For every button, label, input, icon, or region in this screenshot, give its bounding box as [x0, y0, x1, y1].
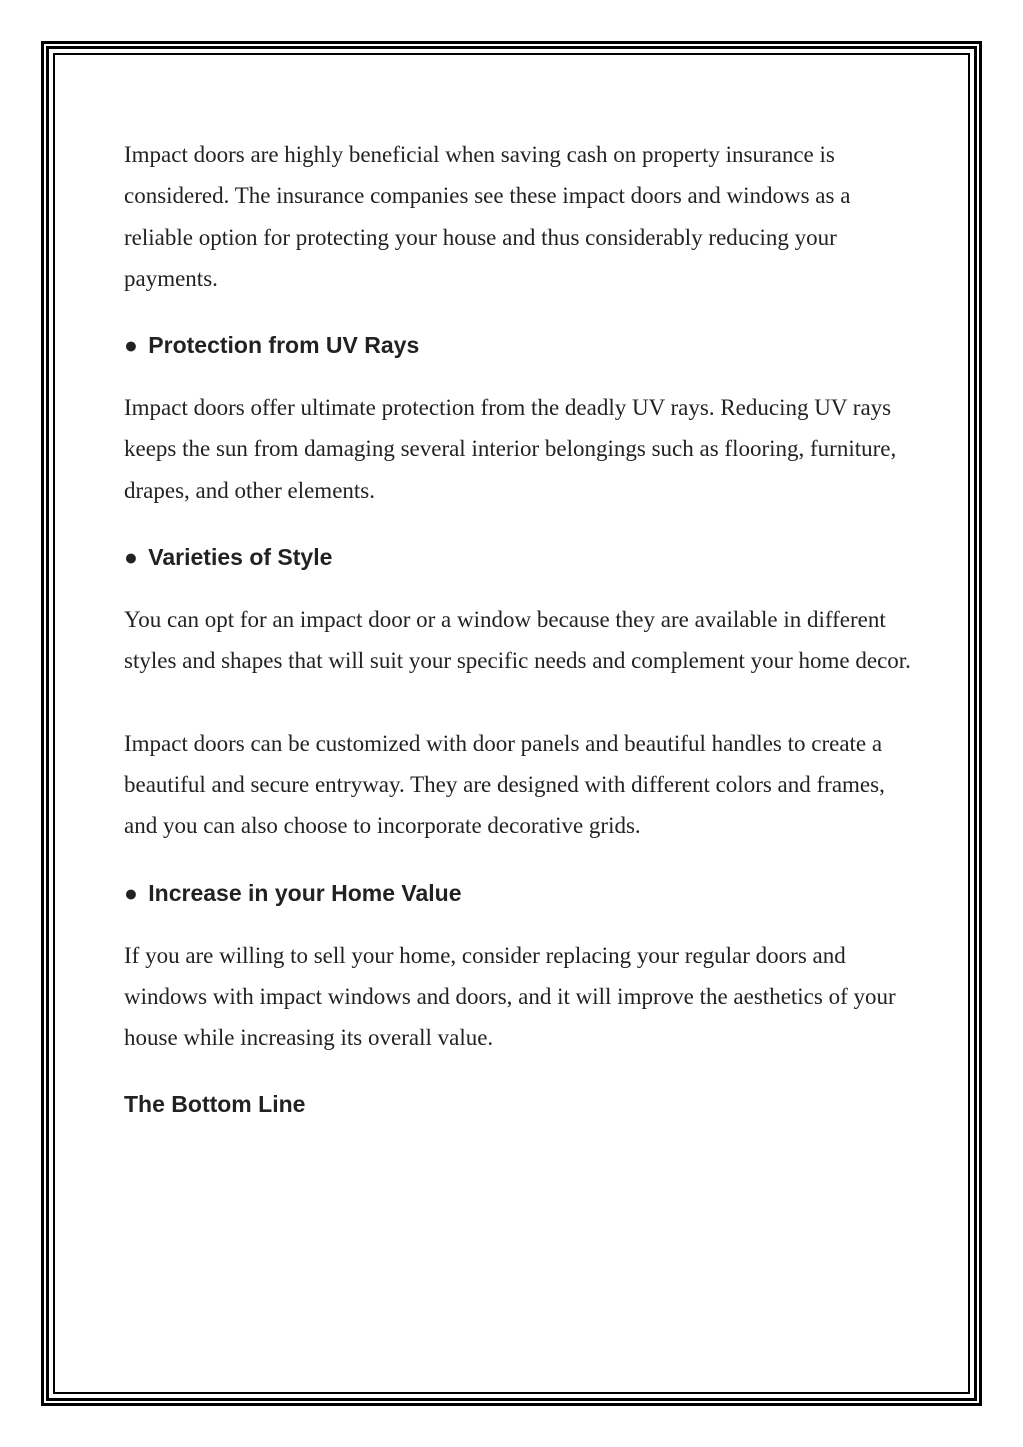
heading-home-value	[124, 878, 914, 908]
heading-home-value-text: Increase in your Home Value	[148, 879, 462, 906]
heading-bottom-line: The Bottom Line	[124, 1091, 306, 1118]
bullet-icon: ●	[124, 879, 138, 906]
bullet-icon: ●	[124, 544, 138, 571]
document-body	[124, 134, 914, 1119]
paragraph-home-value: If you are willing to sell your home, consider replacing your regular doors and windows with impact windows and doors, and it will improve the aesthetics of your house while increasing its overall value.	[124, 942, 896, 1051]
paragraph-insurance: Impact doors are highly beneficial when saving cash on property insurance is considered. The insurance companies see these impact doors and windows as a reliable option for protecting your house and thus considerably reducing your payments.	[124, 142, 851, 291]
paragraph-uv: Impact doors offer ultimate protection from the deadly UV rays. Reducing UV rays keeps the sun from damaging several interior belongings such as flooring, furniture, drapes, and other elements.	[124, 395, 897, 503]
paragraph-style: You can opt for an impact door or a window because they are available in different styles and shapes that will suit your specific needs and complement your home decor.	[124, 607, 911, 674]
heading-varieties-of-style	[124, 542, 914, 572]
heading-uv-protection	[124, 330, 914, 360]
heading-varieties-of-style-text: Varieties of Style	[148, 544, 333, 571]
bullet-icon: ●	[124, 332, 138, 359]
heading-uv-protection-text: Protection from UV Rays	[148, 332, 420, 359]
paragraph-customization: Impact doors can be customized with door panels and beautiful handles to create a beautiful and secure entryway. They are designed with different colors and frames, and you can also choose to incorporate decorative grids.	[124, 730, 885, 839]
